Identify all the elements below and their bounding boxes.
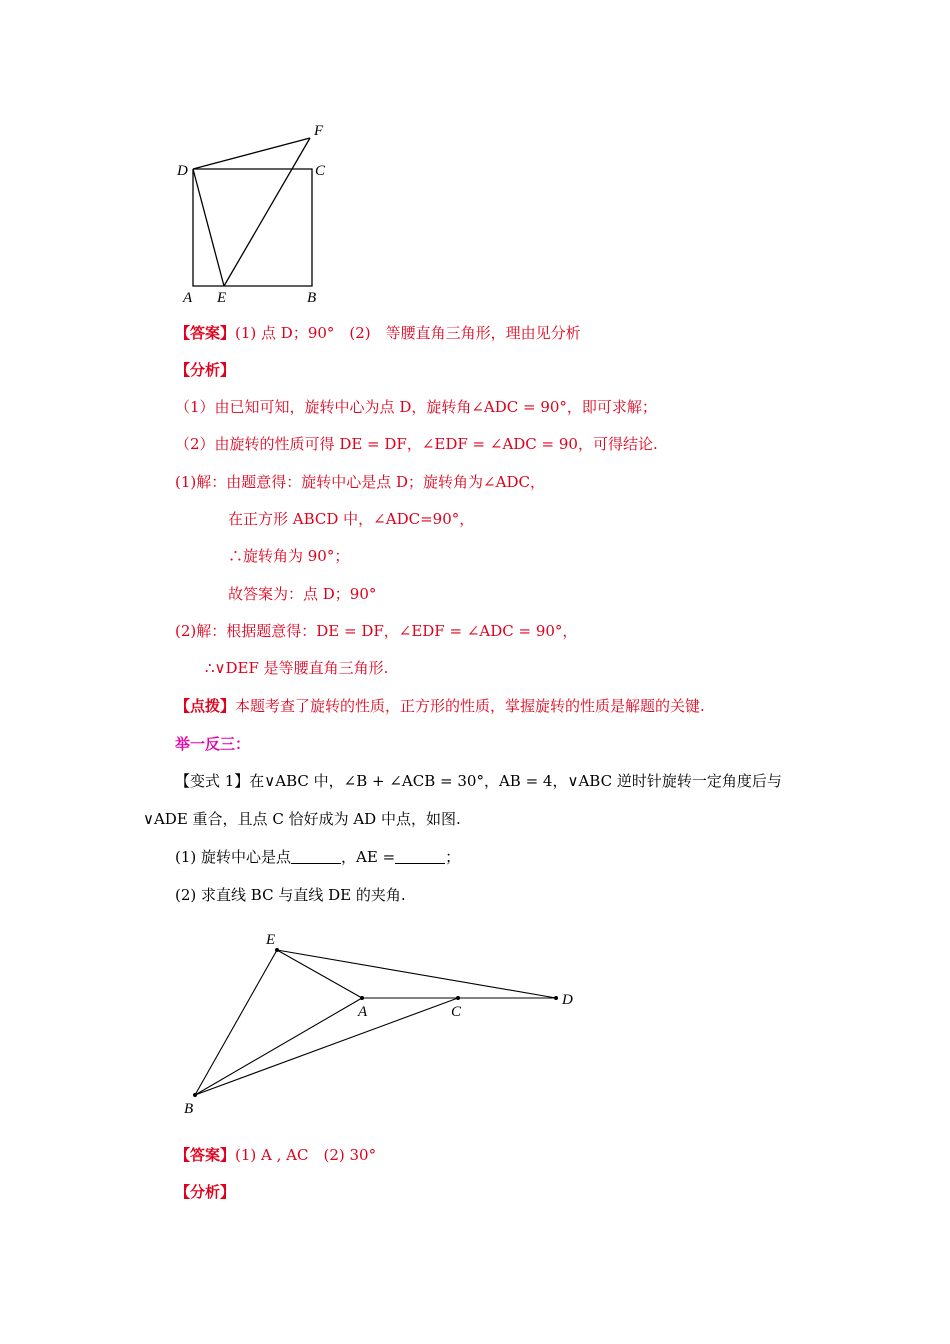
tip-line xyxy=(175,696,705,716)
answer-tag-2: 【答案】 xyxy=(175,1146,236,1164)
analysis-tag-2: 【分析】 xyxy=(175,1183,236,1201)
variant1-question-1 xyxy=(175,847,460,867)
answer-blank-ae xyxy=(395,848,445,864)
answer-line-1 xyxy=(175,323,581,343)
q1-part-a: (1) 旋转中心是点 xyxy=(175,848,292,866)
solution-1d: 故答案为：点 D；90° xyxy=(228,585,377,603)
solution-2b: ∴∨DEF 是等腰直角三角形. xyxy=(205,659,389,677)
label-C: C xyxy=(315,163,326,179)
label-D: D xyxy=(562,992,573,1008)
variant1-line-1: 【变式 1】在∨ABC 中，∠B + ∠ACB = 30°，AB = 4，∨ABC 逆时针旋转一定角度后与 xyxy=(175,772,782,790)
label-E: E xyxy=(217,290,227,306)
answer-text-2: (1) A , AC (2) 30° xyxy=(235,1146,377,1164)
q1-part-c: ； xyxy=(445,848,461,866)
answer-line-2 xyxy=(175,1145,376,1165)
analysis-tag: 【分析】 xyxy=(175,361,236,379)
solution-2a: (2)解：根据题意得：DE = DF，∠EDF = ∠ADC = 90°， xyxy=(175,622,578,640)
label-A: A xyxy=(358,1004,368,1020)
section-title: 举一反三： xyxy=(175,735,251,753)
label-A: A xyxy=(183,290,193,306)
answer-tag: 【答案】 xyxy=(175,324,236,342)
solution-1a: (1)解：由题意得：旋转中心是点 D；旋转角为∠ADC， xyxy=(175,473,545,491)
tip-text: 本题考查了旋转的性质，正方形的性质，掌握旋转的性质是解题的关键. xyxy=(235,697,705,715)
label-E: E xyxy=(266,932,276,948)
solution-1c: ∴旋转角为 90°； xyxy=(228,547,350,565)
label-F: F xyxy=(314,123,324,139)
analysis-line-1: （1）由已知可知，旋转中心为点 D，旋转角∠ADC = 90°，即可求解； xyxy=(175,398,657,416)
q1-part-b: ，AE = xyxy=(341,848,396,866)
label-C: C xyxy=(451,1004,462,1020)
answer-text: (1) 点 D；90° (2) 等腰直角三角形，理由见分析 xyxy=(235,324,581,342)
answer-blank-center xyxy=(291,848,341,864)
label-B: B xyxy=(184,1101,194,1117)
label-B: B xyxy=(307,290,317,306)
variant1-line-2: ∨ADE 重合，且点 C 恰好成为 AD 中点，如图. xyxy=(143,810,461,828)
variant1-question-2: (2) 求直线 BC 与直线 DE 的夹角. xyxy=(175,886,406,904)
tip-tag: 【点拨】 xyxy=(175,697,236,715)
solution-1b: 在正方形 ABCD 中，∠ADC=90°， xyxy=(228,510,475,528)
label-D: D xyxy=(177,163,188,179)
analysis-line-2: （2）由旋转的性质可得 DE = DF，∠EDF = ∠ADC = 90，可得结论. xyxy=(175,435,658,453)
